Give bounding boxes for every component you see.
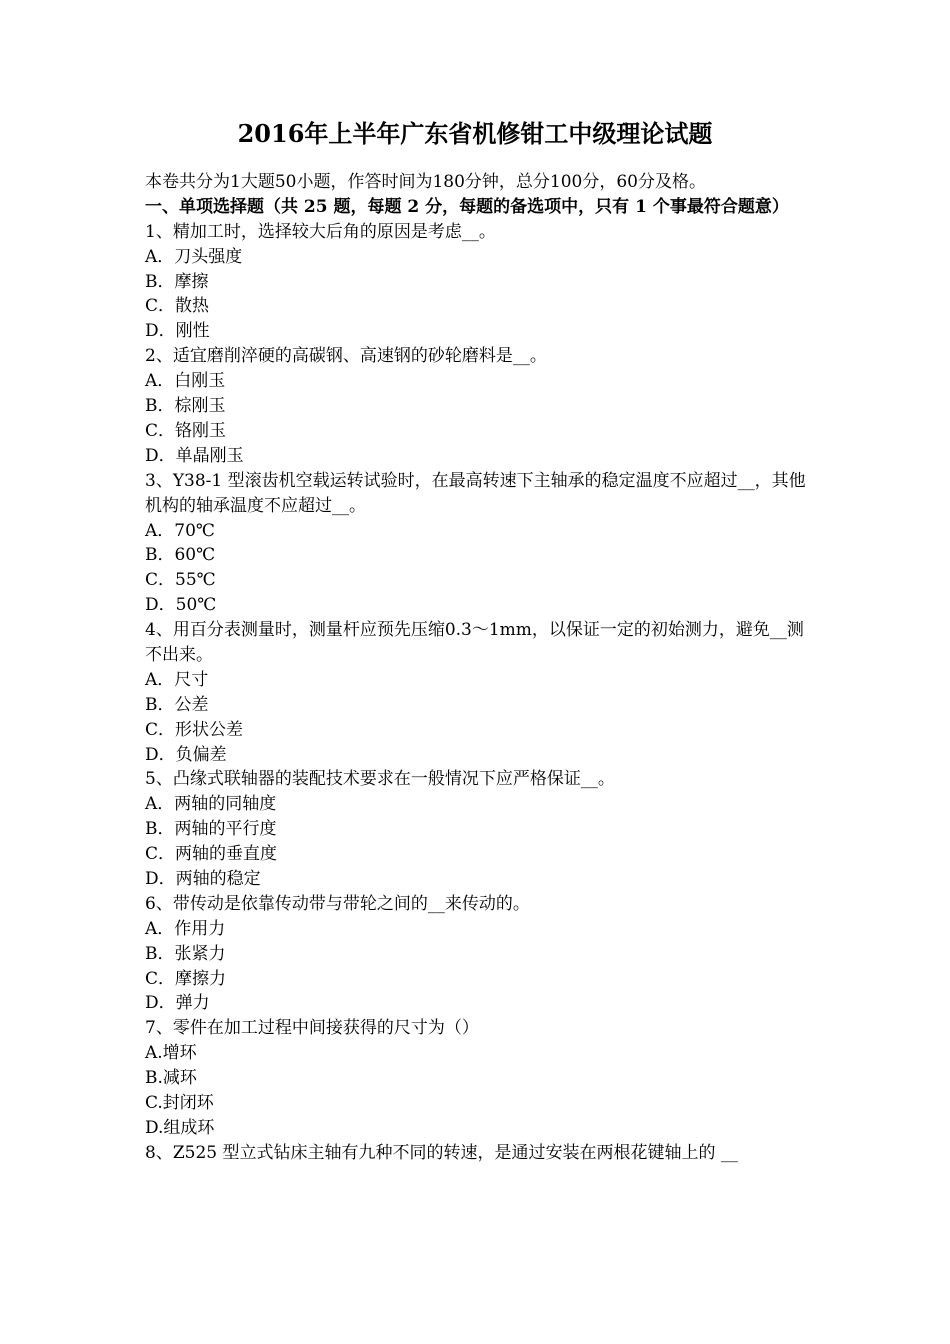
option-c: C．两轴的垂直度	[145, 844, 278, 865]
question-stem: 5、凸缘式联轴器的装配技术要求在一般情况下应严格保证__。	[145, 769, 615, 790]
question-5	[145, 767, 815, 891]
question-stem: 8、Z525 型立式钻床主轴有九种不同的转速，是通过安装在两根花键轴上的 __	[145, 1142, 738, 1163]
question-6	[145, 892, 815, 1016]
question-7	[145, 1016, 815, 1140]
option-d: D．单晶刚玉	[145, 445, 244, 466]
document-title: 2016年上半年广东省机修钳工中级理论试题	[237, 119, 713, 148]
option-b: B．60℃	[145, 545, 216, 566]
option-d: D．两轴的稳定	[145, 869, 261, 890]
question-stem: 4、用百分表测量时，测量杆应预先压缩0.3～1mm，以保证一定的初始测力，避免__测不出来。	[145, 620, 804, 665]
option-d: D．弹力	[145, 993, 210, 1014]
option-d: D.组成环	[145, 1117, 215, 1138]
question-4	[145, 618, 815, 767]
option-a: A．70℃	[145, 520, 215, 541]
option-a: A．作用力	[145, 918, 226, 939]
option-a: A．刀头强度	[145, 246, 243, 267]
option-c: C．摩擦力	[145, 968, 227, 989]
option-a: A.增环	[145, 1043, 197, 1064]
question-stem: 2、适宜磨削淬硬的高碳钢、高速钢的砂轮磨料是__。	[145, 346, 547, 367]
question-stem: 3、Y38-1 型滚齿机空载运转试验时，在最高转速下主轴承的稳定温度不应超过__，其他机构的轴承温度不应超过__。	[145, 470, 806, 516]
option-b: B．张紧力	[145, 943, 226, 964]
option-d: D．50℃	[145, 595, 217, 616]
option-a: A．白刚玉	[145, 371, 226, 392]
question-stem: 7、零件在加工过程中间接获得的尺寸为（）	[145, 1018, 479, 1039]
option-b: B．棕刚玉	[145, 396, 226, 417]
question-stem: 6、带传动是依靠传动带与带轮之间的__来传动的。	[145, 893, 530, 914]
option-c: C．铬刚玉	[145, 420, 227, 441]
document-body	[145, 170, 815, 1166]
option-c: C．散热	[145, 296, 210, 317]
section-heading: 一、单项选择题（共 25 题，每题 2 分，每题的备选项中，只有 1 个事最符合题意）	[145, 196, 789, 217]
option-b: B．公差	[145, 694, 209, 715]
option-c: C．形状公差	[145, 719, 244, 740]
option-c: C．55℃	[145, 570, 216, 591]
option-b: B．摩擦	[145, 271, 209, 292]
option-d: D．刚性	[145, 321, 210, 342]
option-a: A．两轴的同轴度	[145, 794, 277, 815]
question-2	[145, 344, 815, 468]
question-8	[145, 1141, 815, 1166]
option-b: B.减环	[145, 1068, 197, 1089]
option-a: A．尺寸	[145, 669, 209, 690]
option-b: B．两轴的平行度	[145, 819, 277, 840]
question-3	[145, 469, 815, 618]
question-1	[145, 220, 815, 344]
exam-intro: 本卷共分为1大题50小题，作答时间为180分钟，总分100分，60分及格。	[145, 172, 706, 192]
option-c: C.封闭环	[145, 1093, 214, 1114]
option-d: D．负偏差	[145, 744, 227, 765]
question-stem: 1、精加工时，选择较大后角的原因是考虑__。	[145, 221, 496, 242]
